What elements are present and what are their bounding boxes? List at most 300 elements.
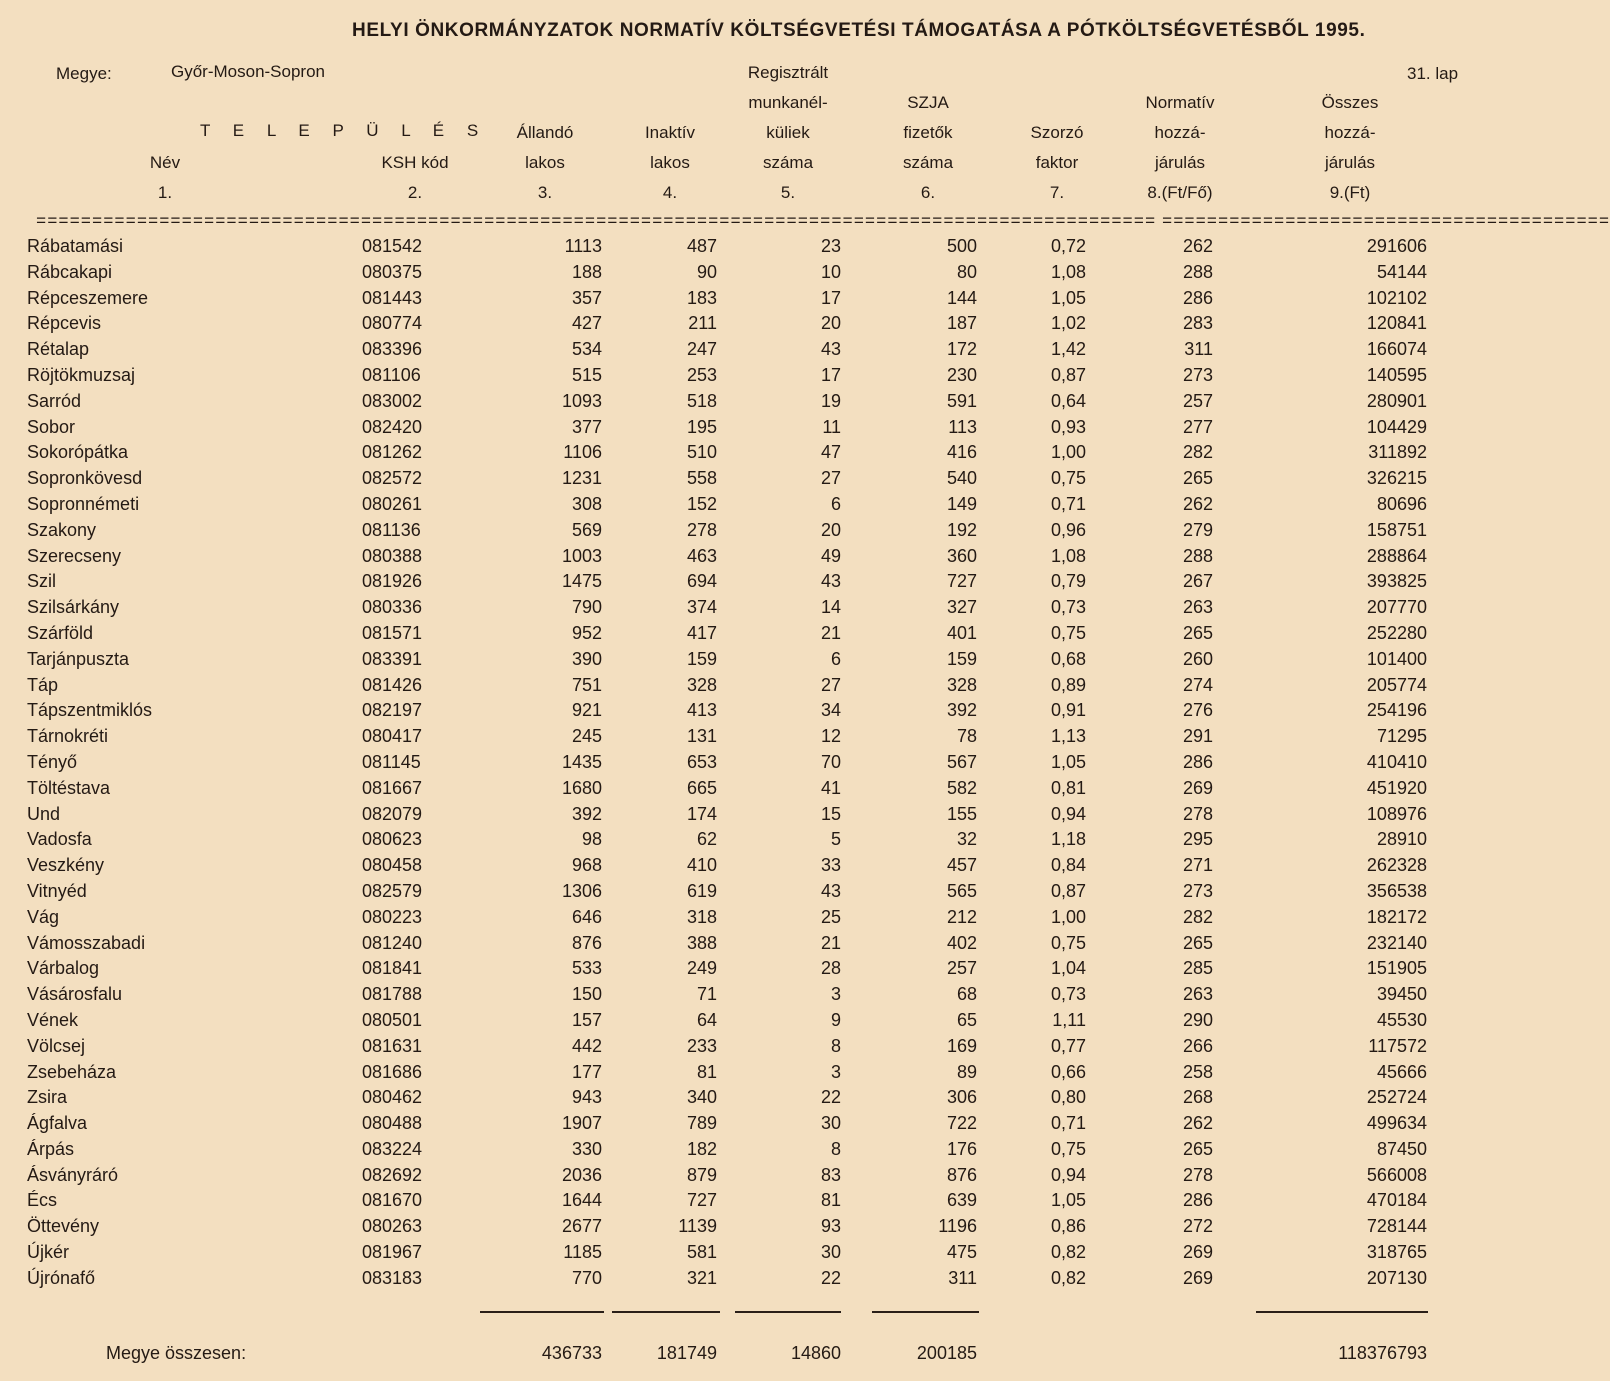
cell-ksh-code: 082692 [362,1164,423,1185]
cell-regisztralt: 27 [820,468,841,489]
cell-name: Sopronnémeti [27,493,140,514]
table-row [0,494,1559,520]
totals-osszes: 118376793 [1338,1343,1427,1363]
table-row [0,855,1559,881]
cell-name: Szárföld [27,622,94,643]
county-name: Győr-Moson-Sopron [171,62,326,81]
cell-szja: 727 [946,571,977,592]
table-row [0,804,1559,830]
county-label: Megye: [56,64,112,83]
cell-szorzo: 1,08 [1050,261,1086,282]
cell-osszes: 470184 [1366,1190,1427,1211]
cell-szja: 230 [946,364,977,385]
total-underline-regisztralt [735,1311,841,1313]
cell-osszes: 117572 [1368,1035,1427,1056]
cell-name: Rábatamási [27,236,124,256]
cell-osszes: 291606 [1366,236,1427,256]
cell-ksh-code: 081542 [362,236,423,256]
cell-inaktiv-lakos: 253 [686,364,717,385]
column-header-regisztralt: Regisztrált munkanél- küliek száma 5. [747,63,829,202]
cell-allando-lakos: 390 [571,648,602,669]
cell-osszes: 318765 [1366,1242,1427,1263]
cell-normativ: 278 [1182,803,1213,824]
cell-szja: 176 [946,1138,977,1159]
cell-szorzo: 0,94 [1050,1164,1086,1185]
cell-name: Sarród [27,390,82,411]
total-underline-szja [872,1311,979,1313]
cell-name: Tarjánpuszta [27,648,130,669]
cell-inaktiv-lakos: 789 [686,1113,717,1134]
cell-osszes: 104429 [1366,416,1427,437]
cell-inaktiv-lakos: 413 [686,700,717,721]
cell-regisztralt: 5 [830,829,841,850]
cell-osszes: 262328 [1366,855,1427,876]
totals-szja: 200185 [916,1343,977,1363]
table-row [0,933,1559,959]
cell-ksh-code: 082079 [362,803,423,824]
cell-szorzo: 0,77 [1050,1035,1086,1056]
table-row [0,881,1559,907]
cell-allando-lakos: 876 [571,932,602,953]
table-row [0,365,1559,391]
cell-regisztralt: 8 [830,1138,841,1159]
cell-szorzo: 0,82 [1050,1242,1086,1263]
cell-allando-lakos: 751 [571,674,602,695]
cell-normativ: 263 [1182,984,1213,1005]
table-row [0,675,1559,701]
cell-regisztralt: 8 [830,1035,841,1056]
cell-szorzo: 0,96 [1050,519,1086,540]
cell-regisztralt: 20 [820,519,841,540]
cell-szja: 149 [946,493,977,514]
cell-inaktiv-lakos: 62 [696,829,717,850]
cell-osszes: 311892 [1368,442,1427,463]
cell-inaktiv-lakos: 328 [686,674,717,695]
cell-osszes: 140595 [1366,364,1427,385]
cell-normativ: 276 [1182,700,1213,721]
totals-regisztralt: 14860 [790,1343,841,1363]
cell-allando-lakos: 770 [571,1267,602,1288]
cell-inaktiv-lakos: 1139 [678,1216,717,1237]
table-row [0,339,1559,365]
cell-osszes: 252724 [1366,1087,1427,1108]
cell-normativ: 265 [1182,468,1213,489]
cell-ksh-code: 083002 [362,390,423,411]
cell-allando-lakos: 1644 [561,1190,602,1211]
cell-osszes: 166074 [1366,339,1427,360]
cell-allando-lakos: 1106 [563,442,602,463]
cell-regisztralt: 43 [820,339,841,360]
cell-name: Répceszemere [27,287,149,308]
cell-regisztralt: 70 [820,751,841,772]
cell-ksh-code: 081686 [362,1061,423,1082]
cell-allando-lakos: 790 [571,597,602,618]
cell-szja: 306 [946,1087,977,1108]
cell-inaktiv-lakos: 278 [686,519,717,540]
cell-allando-lakos: 98 [581,829,602,850]
cell-normativ: 273 [1182,364,1213,385]
cell-szja: 155 [946,803,977,824]
cell-inaktiv-lakos: 665 [686,777,717,798]
cell-osszes: 288864 [1366,545,1427,566]
cell-szorzo: 0,68 [1050,648,1086,669]
cell-ksh-code: 080501 [362,1009,423,1030]
cell-szorzo: 1,13 [1050,726,1086,747]
cell-szja: 401 [946,622,977,643]
cell-szja: 212 [946,906,977,927]
cell-name: Vásárosfalu [27,984,123,1005]
cell-osszes: 182172 [1366,906,1427,927]
cell-allando-lakos: 1907 [561,1113,602,1134]
cell-allando-lakos: 1093 [561,390,602,411]
cell-normativ: 265 [1182,1138,1213,1159]
cell-name: Szilsárkány [27,597,120,618]
cell-szja: 192 [946,519,977,540]
cell-inaktiv-lakos: 417 [686,622,717,643]
cell-ksh-code: 081240 [362,932,423,953]
cell-osszes: 232140 [1366,932,1427,953]
cell-szja: 416 [946,442,977,463]
table-row [0,700,1559,726]
cell-ksh-code: 080261 [362,493,423,514]
cell-ksh-code: 080774 [362,313,423,334]
cell-szorzo: 1,05 [1050,751,1086,772]
table-row [0,1087,1559,1113]
cell-normativ: 258 [1182,1061,1213,1082]
table-row [0,520,1559,546]
cell-allando-lakos: 534 [571,339,602,360]
cell-name: Vének [27,1009,79,1030]
cell-regisztralt: 23 [820,236,841,256]
cell-allando-lakos: 377 [571,416,602,437]
cell-name: Röjtökmuzsaj [27,364,136,385]
cell-allando-lakos: 1113 [564,236,602,256]
cell-ksh-code: 080623 [362,829,423,850]
cell-name: Tárnokréti [27,726,109,747]
cell-inaktiv-lakos: 340 [686,1087,717,1108]
cell-szorzo: 0,89 [1050,674,1086,695]
total-underline-inaktiv [612,1311,720,1313]
cell-regisztralt: 14 [820,597,841,618]
cell-normativ: 286 [1182,1190,1213,1211]
cell-szorzo: 0,79 [1050,571,1086,592]
cell-normativ: 279 [1182,519,1213,540]
cell-regisztralt: 10 [820,261,841,282]
cell-name: Szakony [27,519,97,540]
cell-normativ: 311 [1184,339,1213,360]
cell-osszes: 410410 [1366,751,1427,772]
column-header-ksh: KSH kód 2. [381,153,449,202]
page-title: HELYI ÖNKORMÁNYZATOK NORMATÍV KÖLTSÉGVETÉSI TÁMOGATÁSA A PÓTKÖLTSÉGVETÉSBŐL 1995. [352,20,1366,41]
cell-szorzo: 0,82 [1050,1267,1086,1288]
cell-szja: 187 [946,313,977,334]
cell-inaktiv-lakos: 727 [686,1190,717,1211]
cell-ksh-code: 081571 [362,622,423,643]
cell-allando-lakos: 569 [571,519,602,540]
cell-ksh-code: 081136 [362,519,421,540]
cell-regisztralt: 15 [820,803,841,824]
cell-name: Völcsej [27,1035,86,1056]
cell-allando-lakos: 2036 [561,1164,602,1185]
table-row [0,984,1559,1010]
cell-normativ: 267 [1182,571,1213,592]
cell-allando-lakos: 646 [571,906,602,927]
cell-inaktiv-lakos: 174 [686,803,717,824]
cell-osszes: 151905 [1366,958,1427,979]
cell-allando-lakos: 1306 [561,880,602,901]
cell-ksh-code: 081631 [362,1035,423,1056]
table-row [0,1190,1559,1216]
cell-normativ: 265 [1182,622,1213,643]
cell-szorzo: 1,11 [1052,1009,1086,1030]
cell-osszes: 499634 [1366,1113,1427,1134]
cell-szorzo: 1,18 [1050,829,1086,850]
cell-inaktiv-lakos: 879 [686,1164,717,1185]
cell-inaktiv-lakos: 182 [686,1138,717,1159]
cell-inaktiv-lakos: 183 [686,287,717,308]
cell-normativ: 274 [1182,674,1213,695]
cell-normativ: 290 [1182,1009,1213,1030]
totals-label: Megye összesen: [106,1343,247,1363]
cell-osszes: 87450 [1376,1138,1427,1159]
cell-name: Árpás [27,1138,75,1159]
cell-normativ: 277 [1182,416,1213,437]
cell-szorzo: 0,87 [1050,880,1086,901]
totals-inaktiv: 181749 [656,1343,717,1363]
cell-normativ: 295 [1182,829,1213,850]
cell-normativ: 288 [1182,545,1213,566]
total-underline-allando [480,1311,604,1313]
cell-allando-lakos: 1003 [561,545,602,566]
header-separator: ==================================================================================================== [36,213,1157,232]
cell-allando-lakos: 188 [571,261,602,282]
cell-regisztralt: 25 [820,906,841,927]
cell-inaktiv-lakos: 71 [696,984,717,1005]
cell-ksh-code: 083391 [362,648,423,669]
cell-szorzo: 0,87 [1050,364,1086,385]
table-row [0,1010,1559,1036]
cell-name: Sokorópátka [27,442,129,463]
cell-ksh-code: 083396 [362,339,423,360]
cell-szja: 172 [946,339,977,360]
cell-szja: 567 [946,751,977,772]
cell-szorzo: 1,08 [1050,545,1086,566]
cell-normativ: 286 [1182,287,1213,308]
table-row [0,1036,1559,1062]
cell-allando-lakos: 150 [571,984,602,1005]
cell-ksh-code: 080458 [362,855,423,876]
cell-regisztralt: 21 [820,932,841,953]
cell-ksh-code: 081670 [362,1190,423,1211]
cell-ksh-code: 080223 [362,906,423,927]
cell-inaktiv-lakos: 90 [696,261,717,282]
cell-osszes: 207770 [1366,597,1427,618]
cell-szja: 876 [946,1164,977,1185]
cell-szja: 311 [948,1267,977,1288]
column-header-inaktiv: Inaktív lakos 4. [644,123,696,202]
cell-allando-lakos: 330 [571,1138,602,1159]
cell-name: Rábcakapi [27,261,113,282]
cell-normativ: 266 [1182,1035,1213,1056]
cell-szja: 113 [948,416,977,437]
cell-regisztralt: 20 [820,313,841,334]
cell-osszes: 54144 [1376,261,1427,282]
cell-allando-lakos: 392 [571,803,602,824]
cell-regisztralt: 19 [820,390,841,411]
cell-szorzo: 0,86 [1050,1216,1086,1237]
cell-name: Vámosszabadi [27,932,146,953]
table-row [0,778,1559,804]
cell-osszes: 101400 [1366,648,1427,669]
cell-allando-lakos: 1231 [561,468,602,489]
cell-inaktiv-lakos: 374 [686,597,717,618]
cell-szja: 65 [956,1009,977,1030]
table-row [0,752,1559,778]
cell-osszes: 254196 [1366,700,1427,721]
cell-inaktiv-lakos: 318 [686,906,717,927]
cell-regisztralt: 9 [830,1009,841,1030]
cell-osszes: 326215 [1366,468,1427,489]
cell-allando-lakos: 427 [571,313,602,334]
cell-ksh-code: 082579 [362,880,423,901]
cell-allando-lakos: 943 [571,1087,602,1108]
cell-szja: 32 [956,829,977,850]
cell-osszes: 45666 [1376,1061,1427,1082]
page-number: 31. lap [1407,64,1459,83]
table-row [0,1268,1559,1294]
cell-szorzo: 0,80 [1050,1087,1086,1108]
cell-normativ: 263 [1182,597,1213,618]
cell-inaktiv-lakos: 694 [686,571,717,592]
cell-normativ: 273 [1182,880,1213,901]
cell-name: Szerecseny [27,545,122,566]
cell-szja: 80 [956,261,977,282]
cell-szja: 68 [956,984,977,1005]
cell-name: Sobor [27,416,76,437]
cell-szja: 78 [956,726,977,747]
cell-szorzo: 0,75 [1050,1138,1086,1159]
cell-szorzo: 1,00 [1050,442,1086,463]
cell-inaktiv-lakos: 463 [686,545,717,566]
cell-ksh-code: 081106 [362,364,421,385]
cell-ksh-code: 081841 [362,958,423,979]
cell-allando-lakos: 357 [571,287,602,308]
cell-szja: 328 [946,674,977,695]
cell-name: Vág [27,906,60,927]
column-header-allando: Állandó lakos 3. [516,123,574,202]
data-table [0,236,1559,1294]
cell-allando-lakos: 308 [571,493,602,514]
cell-name: Und [27,803,61,824]
cell-osszes: 28910 [1376,829,1427,850]
cell-ksh-code: 081667 [362,777,423,798]
cell-regisztralt: 27 [820,674,841,695]
cell-ksh-code: 080336 [362,597,423,618]
cell-ksh-code: 081967 [362,1242,423,1263]
cell-name: Újrónafő [27,1267,96,1288]
cell-regisztralt: 41 [820,777,841,798]
cell-inaktiv-lakos: 195 [686,416,717,437]
cell-szorzo: 0,71 [1050,493,1086,514]
cell-allando-lakos: 921 [571,700,602,721]
cell-allando-lakos: 968 [571,855,602,876]
cell-inaktiv-lakos: 619 [686,880,717,901]
cell-normativ: 282 [1182,442,1213,463]
table-row [0,958,1559,984]
table-row [0,726,1559,752]
column-header-szorzo: Szorzó faktor 7. [1030,123,1084,202]
table-row [0,829,1559,855]
cell-szja: 475 [946,1242,977,1263]
cell-normativ: 268 [1182,1087,1213,1108]
cell-inaktiv-lakos: 247 [686,339,717,360]
cell-inaktiv-lakos: 81 [696,1061,717,1082]
table-row [0,1216,1559,1242]
cell-normativ: 283 [1182,313,1213,334]
cell-inaktiv-lakos: 159 [686,648,717,669]
cell-inaktiv-lakos: 131 [686,726,717,747]
cell-szorzo: 0,93 [1050,416,1086,437]
cell-allando-lakos: 442 [571,1035,602,1056]
table-row [0,1113,1559,1139]
table-row [0,597,1559,623]
cell-szja: 722 [946,1113,977,1134]
cell-normativ: 265 [1182,932,1213,953]
cell-name: Sopronkövesd [27,468,143,489]
cell-inaktiv-lakos: 211 [688,313,717,334]
cell-allando-lakos: 177 [571,1061,602,1082]
cell-name: Écs [27,1190,58,1211]
cell-szja: 169 [946,1035,977,1056]
cell-normativ: 285 [1182,958,1213,979]
cell-name: Rétalap [27,339,90,360]
table-row [0,546,1559,572]
table-row [0,442,1559,468]
cell-osszes: 80696 [1376,493,1427,514]
cell-osszes: 158751 [1366,519,1427,540]
cell-szorzo: 0,64 [1050,390,1086,411]
cell-szja: 360 [946,545,977,566]
cell-osszes: 205774 [1366,674,1427,695]
cell-allando-lakos: 245 [571,726,602,747]
cell-szorzo: 1,05 [1050,1190,1086,1211]
cell-regisztralt: 17 [820,287,841,308]
cell-regisztralt: 93 [820,1216,841,1237]
cell-regisztralt: 3 [830,1061,841,1082]
cell-inaktiv-lakos: 581 [686,1242,717,1263]
cell-regisztralt: 21 [820,622,841,643]
table-row [0,571,1559,597]
table-row [0,649,1559,675]
cell-name: Táp [27,674,59,695]
cell-normativ: 262 [1182,1113,1213,1134]
cell-inaktiv-lakos: 152 [686,493,717,514]
cell-regisztralt: 22 [820,1267,841,1288]
cell-szja: 582 [946,777,977,798]
cell-szja: 402 [946,932,977,953]
cell-osszes: 728144 [1366,1216,1427,1237]
cell-regisztralt: 30 [820,1242,841,1263]
cell-szja: 457 [946,855,977,876]
cell-osszes: 108976 [1366,803,1427,824]
cell-name: Zsebeháza [27,1061,117,1082]
cell-ksh-code: 083224 [362,1138,423,1159]
cell-allando-lakos: 2677 [561,1216,602,1237]
cell-osszes: 120841 [1366,313,1427,334]
cell-name: Veszkény [27,855,105,876]
cell-name: Töltéstava [27,777,111,798]
cell-szja: 392 [946,700,977,721]
